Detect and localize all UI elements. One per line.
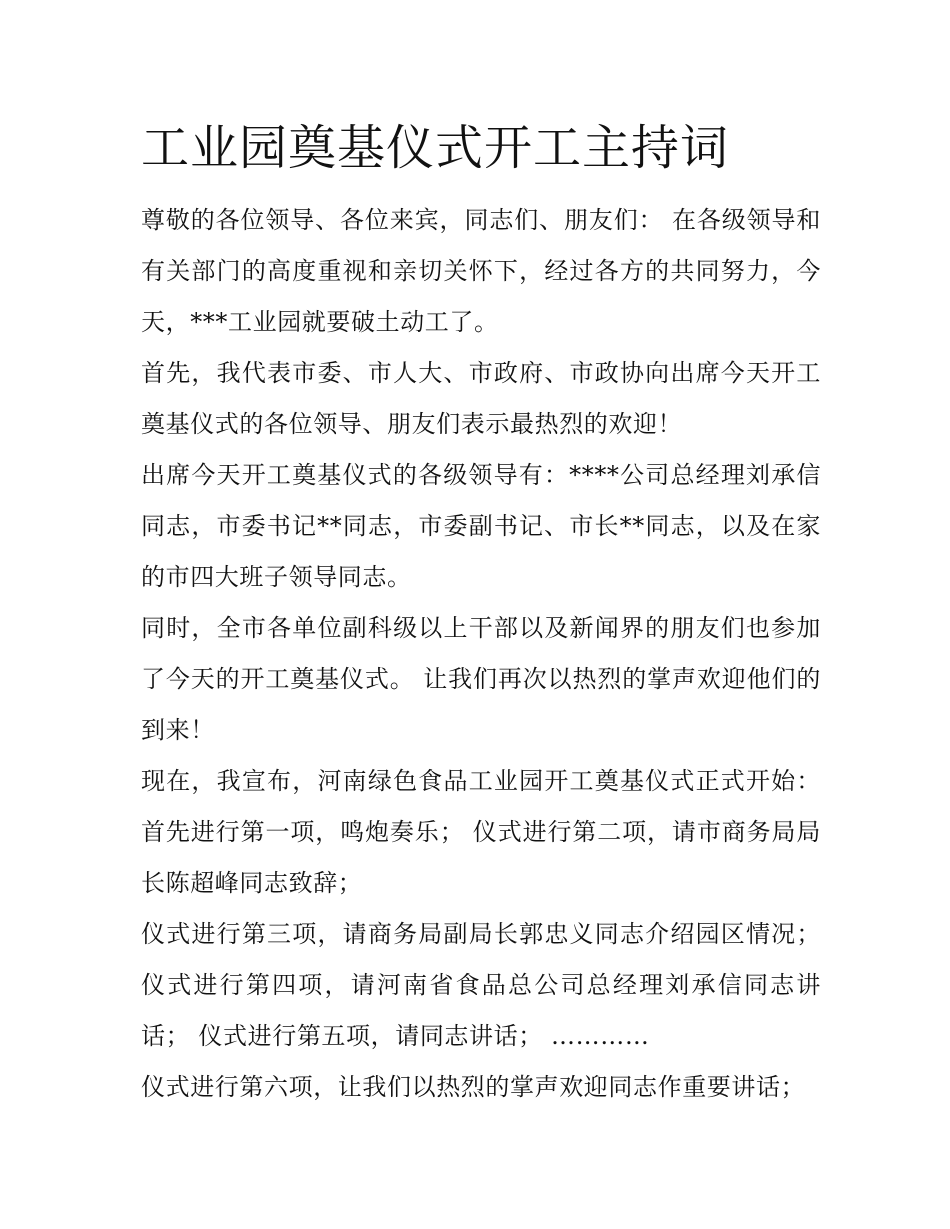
paragraph: 仪式进行第三项，请商务局副局长郭忠义同志介绍园区情况；仪式进行第四项，请河南省食品总公司总经理刘承信同志讲话； 仪式进行第五项，请同志讲话； ………… <box>141 920 821 1050</box>
document-title: 工业园奠基仪式开工主持词 <box>141 120 730 176</box>
paragraph: 仪式进行第六项，让我们以热烈的掌声欢迎同志作重要讲话； <box>141 1073 806 1101</box>
paragraph: 同时，全市各单位副科级以上干部以及新闻界的朋友们也参加了今天的开工奠基仪式。 让我们再次以热烈的掌声欢迎他们的到来！ <box>141 614 821 744</box>
document-page <box>141 112 821 1113</box>
document-body <box>141 195 821 1113</box>
paragraph: 首先，我代表市委、市人大、市政府、市政协向出席今天开工奠基仪式的各位领导、朋友们表示最热烈的欢迎！ <box>141 359 821 438</box>
paragraph: 出席今天开工奠基仪式的各级领导有：****公司总经理刘承信同志，市委书记**同志，市委副书记、市长**同志，以及在家的市四大班子领导同志。 <box>141 461 821 591</box>
paragraph: 现在，我宣布，河南绿色食品工业园开工奠基仪式正式开始：首先进行第一项，鸣炮奏乐； 仪式进行第二项，请市商务局局长陈超峰同志致辞； <box>141 767 821 897</box>
paragraph: 尊敬的各位领导、各位来宾，同志们、朋友们： 在各级领导和有关部门的高度重视和亲切关怀下，经过各方的共同努力，今天，***工业园就要破土动工了。 <box>141 206 821 336</box>
